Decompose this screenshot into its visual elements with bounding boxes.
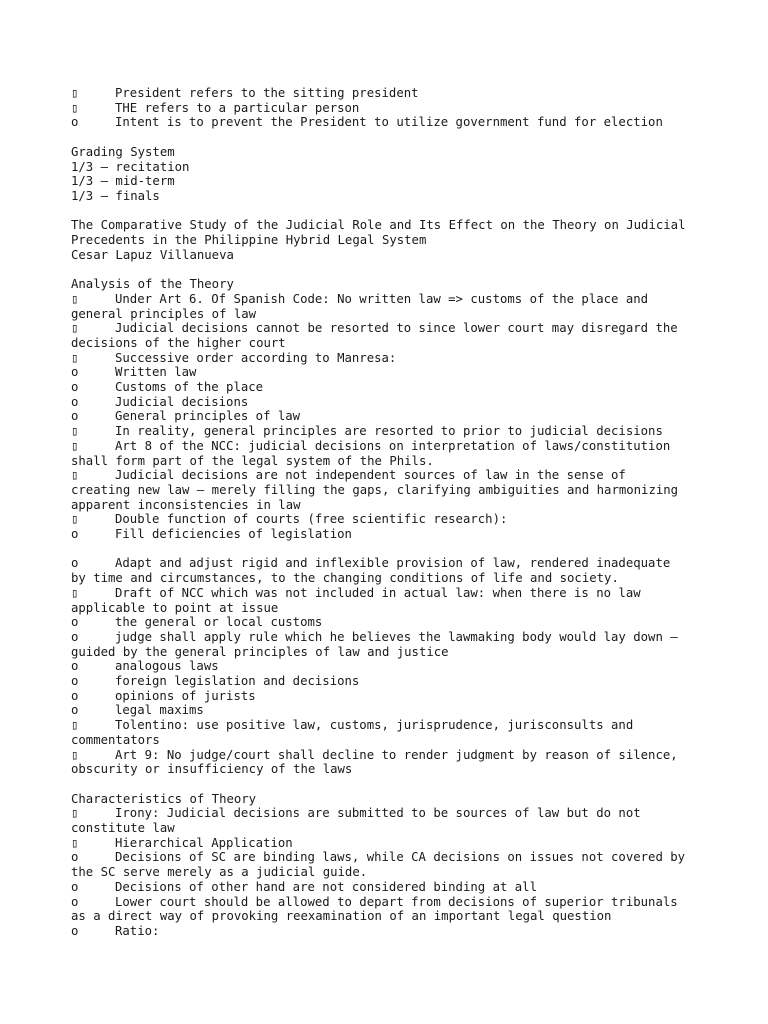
circle-bullet-icon: o xyxy=(71,380,79,395)
text-line xyxy=(71,792,711,807)
list-item xyxy=(71,806,711,821)
document-body xyxy=(71,86,711,939)
line-text: opinions of jurists xyxy=(115,688,256,703)
line-text: Analysis of the Theory xyxy=(71,277,234,292)
line-text: general principles of law xyxy=(71,306,257,321)
list-item xyxy=(71,365,711,380)
line-text: constitute law xyxy=(71,821,175,836)
list-item xyxy=(71,395,711,410)
circle-bullet-icon: o xyxy=(71,556,79,571)
line-text: The Comparative Study of the Judicial Role and Its Effect on the Theory on Judicial xyxy=(71,218,686,233)
circle-bullet-icon: o xyxy=(71,879,79,894)
circle-bullet-icon: o xyxy=(71,894,79,909)
square-bullet-icon: ▯ xyxy=(71,585,79,600)
square-bullet-icon: ▯ xyxy=(71,806,79,821)
line-text: applicable to point at issue xyxy=(71,600,279,615)
line-text: shall form part of the legal system of the Phils. xyxy=(71,453,434,468)
blank-line xyxy=(71,130,711,145)
line-text: judge shall apply rule which he believes the lawmaking body would lay down – xyxy=(115,629,678,644)
list-item xyxy=(71,689,711,704)
line-text: guided by the general principles of law and justice xyxy=(71,644,449,659)
text-line xyxy=(71,307,711,322)
list-item xyxy=(71,351,711,366)
line-text: commentators xyxy=(71,732,160,747)
line-text: Under Art 6. Of Spanish Code: No written law => customs of the place and xyxy=(115,291,649,306)
list-item xyxy=(71,424,711,439)
blank-line xyxy=(71,262,711,277)
line-text: Lower court should be allowed to depart from decisions of superior tribunals xyxy=(115,894,678,909)
list-item xyxy=(71,115,711,130)
text-line xyxy=(71,145,711,160)
list-item xyxy=(71,850,711,865)
line-text: Tolentino: use positive law, customs, jurisprudence, jurisconsults and xyxy=(115,718,634,733)
line-text: Art 8 of the NCC: judicial decisions on interpretation of laws/constitution xyxy=(115,438,671,453)
line-text: Intent is to prevent the President to utilize government fund for election xyxy=(115,115,663,130)
circle-bullet-icon: o xyxy=(71,115,79,130)
circle-bullet-icon: o xyxy=(71,688,79,703)
list-item xyxy=(71,292,711,307)
list-item xyxy=(71,880,711,895)
line-text: legal maxims xyxy=(115,703,204,718)
list-item xyxy=(71,659,711,674)
line-text: creating new law – merely filling the gaps, clarifying ambiguities and harmonizing xyxy=(71,482,679,497)
line-text: Ratio: xyxy=(115,924,160,938)
line-text: decisions of the higher court xyxy=(71,335,286,350)
text-line xyxy=(71,174,711,189)
list-item xyxy=(71,86,711,101)
list-item xyxy=(71,674,711,689)
line-text: Art 9: No judge/court shall decline to render judgment by reason of silence, xyxy=(115,747,678,762)
text-line xyxy=(71,821,711,836)
line-text: Written law xyxy=(115,365,197,380)
list-item xyxy=(71,468,711,483)
list-item xyxy=(71,895,711,910)
line-text: Precedents in the Philippine Hybrid Legal System xyxy=(71,233,427,247)
line-text: Grading System xyxy=(71,144,175,159)
line-text: Irony: Judicial decisions are submitted to be sources of law but do not xyxy=(115,806,641,821)
text-line xyxy=(71,762,711,777)
list-item xyxy=(71,924,711,939)
line-text: Characteristics of Theory xyxy=(71,791,257,806)
text-line xyxy=(71,483,711,498)
text-line xyxy=(71,218,711,233)
line-text: 1/3 – recitation xyxy=(71,159,190,174)
square-bullet-icon: ▯ xyxy=(71,718,79,733)
line-text: the SC serve merely as a judicial guide. xyxy=(71,865,368,880)
list-item xyxy=(71,101,711,116)
text-line xyxy=(71,733,711,748)
list-item xyxy=(71,512,711,527)
circle-bullet-icon: o xyxy=(71,850,79,865)
square-bullet-icon: ▯ xyxy=(71,747,79,762)
line-text: by time and circumstances, to the changing conditions of life and society. xyxy=(71,571,619,586)
line-text: Hierarchical Application xyxy=(115,835,293,850)
line-text: foreign legislation and decisions xyxy=(115,674,360,689)
text-line xyxy=(71,645,711,660)
blank-line xyxy=(71,777,711,792)
square-bullet-icon: ▯ xyxy=(71,321,79,336)
square-bullet-icon: ▯ xyxy=(71,350,79,365)
list-item xyxy=(71,321,711,336)
line-text: Fill deficiencies of legislation xyxy=(115,527,352,542)
line-text: Successive order according to Manresa: xyxy=(115,350,397,365)
blank-line xyxy=(71,204,711,219)
line-text: Draft of NCC which was not included in actual law: when there is no law xyxy=(115,585,641,600)
line-text: Judicial decisions are not independent sources of law in the sense of xyxy=(115,468,626,483)
square-bullet-icon: ▯ xyxy=(71,100,79,115)
square-bullet-icon: ▯ xyxy=(71,438,79,453)
line-text: Adapt and adjust rigid and inflexible provision of law, rendered inadequate xyxy=(115,556,671,571)
list-item xyxy=(71,703,711,718)
circle-bullet-icon: o xyxy=(71,703,79,718)
circle-bullet-icon: o xyxy=(71,527,79,542)
line-text: General principles of law xyxy=(115,409,301,424)
list-item xyxy=(71,409,711,424)
circle-bullet-icon: o xyxy=(71,924,79,938)
square-bullet-icon: ▯ xyxy=(71,468,79,483)
text-line xyxy=(71,865,711,880)
square-bullet-icon: ▯ xyxy=(71,291,79,306)
square-bullet-icon: ▯ xyxy=(71,835,79,850)
square-bullet-icon: ▯ xyxy=(71,86,79,100)
circle-bullet-icon: o xyxy=(71,659,79,674)
text-line xyxy=(71,233,711,248)
circle-bullet-icon: o xyxy=(71,365,79,380)
line-text: 1/3 – finals xyxy=(71,188,160,203)
circle-bullet-icon: o xyxy=(71,674,79,689)
line-text: Cesar Lapuz Villanueva xyxy=(71,247,234,262)
line-text: Customs of the place xyxy=(115,380,264,395)
line-text: THE refers to a particular person xyxy=(115,100,360,115)
list-item xyxy=(71,527,711,542)
line-text: Judicial decisions xyxy=(115,394,249,409)
text-line xyxy=(71,277,711,292)
line-text: Decisions of other hand are not considered binding at all xyxy=(115,879,537,894)
text-line xyxy=(71,498,711,513)
circle-bullet-icon: o xyxy=(71,615,79,630)
square-bullet-icon: ▯ xyxy=(71,512,79,527)
circle-bullet-icon: o xyxy=(71,629,79,644)
line-text: obscurity or insufficiency of the laws xyxy=(71,762,353,777)
line-text: Double function of courts (free scientific research): xyxy=(115,512,508,527)
text-line xyxy=(71,571,711,586)
text-line xyxy=(71,454,711,469)
text-line xyxy=(71,336,711,351)
list-item xyxy=(71,380,711,395)
list-item xyxy=(71,615,711,630)
list-item xyxy=(71,836,711,851)
line-text: as a direct way of provoking reexamination of an important legal question xyxy=(71,909,612,924)
line-text: Judicial decisions cannot be resorted to since lower court may disregard the xyxy=(115,321,678,336)
square-bullet-icon: ▯ xyxy=(71,424,79,439)
list-item xyxy=(71,556,711,571)
line-text: analogous laws xyxy=(115,659,219,674)
list-item xyxy=(71,748,711,763)
text-line xyxy=(71,909,711,924)
list-item xyxy=(71,630,711,645)
line-text: apparent inconsistencies in law xyxy=(71,497,301,512)
list-item xyxy=(71,718,711,733)
blank-line xyxy=(71,542,711,557)
line-text: Decisions of SC are binding laws, while CA decisions on issues not covered by xyxy=(115,850,686,865)
text-line xyxy=(71,248,711,263)
text-line xyxy=(71,601,711,616)
text-line xyxy=(71,160,711,175)
list-item xyxy=(71,586,711,601)
circle-bullet-icon: o xyxy=(71,409,79,424)
text-line xyxy=(71,189,711,204)
circle-bullet-icon: o xyxy=(71,394,79,409)
list-item xyxy=(71,439,711,454)
line-text: 1/3 – mid-term xyxy=(71,174,175,189)
line-text: In reality, general principles are resorted to prior to judicial decisions xyxy=(115,424,663,439)
line-text: President refers to the sitting president xyxy=(115,86,419,100)
line-text: the general or local customs xyxy=(115,615,323,630)
